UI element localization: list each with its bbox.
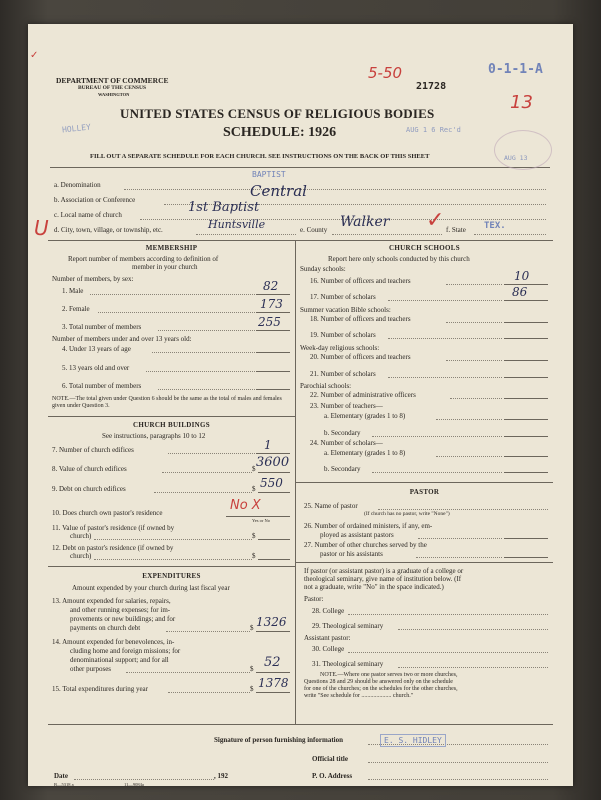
membership-intro: Report number of members according to definition of [68,255,219,263]
schedule-title: SCHEDULE: 1926 [223,125,337,140]
section-top-rule [48,240,553,241]
q22-label: 22. Number of administrative officers [310,391,416,399]
q13-label-2: and other running expenses; for im- [70,606,171,614]
file-code: 0-1-1-A [488,62,543,77]
membership-note: NOTE.—The total given under Question 6 should be the same as the total of males and females given under Question 3. [52,396,282,409]
q23b-label: b. Secondary [324,429,361,437]
q23-label: 23. Number of teachers— [310,402,383,410]
age-heading: Number of members under and over 13 years old: [52,335,192,343]
county-value: Walker [340,214,390,230]
q27-label-2: pastor or his assistants [320,550,383,558]
denomination-label: a. Denomination [54,181,101,189]
local-name-value: 1st Baptist [188,200,260,215]
q11-label-2: church) [70,532,92,540]
q24-label: 24. Number of scholars— [310,439,383,447]
pastor-note-4: write "See schedule for .................... church." [304,693,414,699]
association-value: Central [250,182,307,200]
q3-value: 255 [258,315,281,329]
signature-label: Signature of person furnishing information [214,736,343,744]
q1-label: 1. Male [62,287,84,295]
q4-label: 4. Under 13 years of age [62,345,131,353]
q20-label: 20. Number of officers and teachers [310,353,411,361]
q14-label-4: other purposes [70,665,112,673]
city-label: WASHINGTON [98,92,130,97]
parochial-schools-label: Parochial schools: [300,382,352,390]
red-check: ✓ [426,208,445,233]
q3-label: 3. Total number of members [62,323,142,331]
department-label: DEPARTMENT OF COMMERCE [56,76,169,85]
q8-label: 8. Value of church edifices [52,465,127,473]
q19-label: 19. Number of scholars [310,331,376,339]
received-stamp: AUG 1 6 Rec'd [406,126,461,134]
q7-value: 1 [264,438,272,452]
q10-value: No X [230,498,261,513]
city-field-label: d. City, town, village, or township, etc. [54,226,163,234]
q13-dollar: $ [250,624,254,632]
q16-label: 16. Number of officers and teachers [310,277,411,285]
q2-label: 2. Female [62,305,90,313]
pastor-note-2: Questions 28 and 29 should be answered only on the schedule [304,679,453,685]
q17-value: 86 [512,285,528,299]
q10-label: 10. Does church own pastor's residence [52,509,163,517]
q12-label-2: church) [70,552,92,560]
graduate-instruction: If pastor (or assistant pastor) is a graduate of a college or [304,567,464,575]
buildings-heading: CHURCH BUILDINGS [133,421,210,429]
signature-stamp: E. S. HIDLEY [380,734,446,747]
q9-dollar: $ [252,485,256,493]
graduate-instruction-2: theological seminary, give name of institution below. (If [304,575,462,583]
graduate-instruction-3: not a graduate, write "No" in the space indicated.) [304,583,444,591]
official-title-label: Official title [312,755,348,763]
q11-dollar: $ [252,532,256,540]
q11-label: 11. Value of pastor's residence (if owned by [52,524,175,532]
city-field-value: Huntsville [208,218,266,231]
q31-label: 31. Theological seminary [312,660,384,668]
instruction-line: FILL OUT A SEPARATE SCHEDULE FOR EACH CHURCH. SEE INSTRUCTIONS ON THE BACK OF THIS SHEET [90,153,430,160]
top-code-annotation: 5-50 [368,64,403,82]
date-label: Date [54,772,68,780]
schools-heading: CHURCH SCHOOLS [389,244,460,252]
state-value: TEX. [484,221,506,231]
q17-label: 17. Number of scholars [310,293,376,301]
round-stamp [494,130,552,170]
section-bottom-rule [48,724,553,725]
form-number: B—5318 a [54,782,74,787]
serial-number: 21728 [416,81,447,92]
q23a-label: a. Elementary (grades 1 to 8) [324,412,406,420]
q14-label-3: denominational support; and for all [70,656,169,664]
q25-note: (If church has no pastor, write "None") [364,511,450,517]
schools-sub: Report here only schools conducted by this church [328,255,470,263]
yes-no-hint: Yes or No [252,518,271,523]
q9-label: 9. Debt on church edifices [52,485,126,493]
q9-value: 550 [260,476,283,490]
q12-dollar: $ [252,552,256,560]
association-label: b. Association or Conference [54,196,136,204]
q26-label: 26. Number of ordained ministers, if any, em- [304,522,433,530]
q14-label: 14. Amount expended for benevolences, in- [52,638,175,646]
expenditures-heading: EXPENDITURES [142,572,201,580]
pastor-heading: PASTOR [409,488,440,496]
q8-dollar: $ [252,465,256,473]
q13-label: 13. Amount expended for salaries, repairs, [52,597,171,605]
weekday-schools-label: Week-day religious schools: [300,344,380,352]
q25-label: 25. Name of pastor [304,502,358,510]
q6-label: 6. Total number of members [62,382,142,390]
q7-label: 7. Number of church edifices [52,446,134,454]
q18-label: 18. Number of officers and teachers [310,315,411,323]
q21-label: 21. Number of scholars [310,370,376,378]
q24b-label: b. Secondary [324,465,361,473]
q13-label-4: payments on church debt [70,624,141,632]
census-schedule-sheet [28,24,573,786]
q14-label-2: cluding home and foreign missions; for [70,647,181,655]
sunday-schools-label: Sunday schools: [300,265,346,273]
q14-value: 52 [264,655,281,670]
q1-value: 82 [263,279,279,293]
expenditures-sub: Amount expended by your church during last fiscal year [72,584,230,592]
buildings-sub: See instructions, paragraphs 10 to 12 [102,432,206,440]
members-by-sex-label: Number of members, by sex: [52,275,134,283]
summer-schools-label: Summer vacation Bible schools: [300,306,391,314]
q15-label: 15. Total expenditures during year [52,685,148,693]
stamp-name: HOLLEY [61,122,92,135]
q8-value: 3600 [256,455,290,470]
q30-label: 30. College [312,645,345,653]
q13-label-3: provements or new buildings; and for [70,615,176,623]
pastor-note: NOTE.—Where one pastor serves two or more churches, [320,672,458,678]
local-name-label: c. Local name of church [54,211,122,219]
q12-label: 12. Debt on pastor's residence (if owned by [52,544,174,552]
date-year: , 192 [214,772,228,780]
q26-label-2: ployed as assistant pastors [320,531,394,539]
q15-dollar: $ [250,685,254,693]
q28-label: 28. College [312,607,345,615]
q27-label: 27. Number of other churches served by the [304,541,427,549]
assistant-pastor-label: Assistant pastor: [304,634,351,642]
q2-value: 173 [260,297,283,311]
q29-label: 29. Theological seminary [312,622,384,630]
form-title: UNITED STATES CENSUS OF RELIGIOUS BODIES [120,106,435,121]
q14-dollar: $ [250,665,254,673]
bureau-label: BUREAU OF THE CENSUS [78,85,147,91]
pastor-label: Pastor: [304,595,324,603]
membership-heading: MEMBERSHIP [145,244,198,252]
state-label: f. State [446,226,466,234]
q5-label: 5. 13 years old and over [62,364,130,372]
denomination-value: BAPTIST [252,170,286,179]
county-label: e. County [300,226,328,234]
q13-value: 1326 [256,615,287,629]
membership-intro-2: member in your church [132,263,198,271]
print-number: 11—9084a [124,782,144,787]
q24a-label: a. Elementary (grades 1 to 8) [324,449,406,457]
header-rule [50,167,550,168]
pastor-note-3: for one of the churches; on the schedules for the other churches, [304,686,458,692]
stamp-date: AUG 13 [504,154,528,162]
red-u-mark: U [34,216,49,240]
po-address-label: P. O. Address [312,772,353,780]
q16-value: 10 [514,269,530,283]
red-number-annotation: 13 [510,92,533,113]
corner-mark: ✓ [30,50,39,61]
q15-value: 1378 [258,676,289,690]
